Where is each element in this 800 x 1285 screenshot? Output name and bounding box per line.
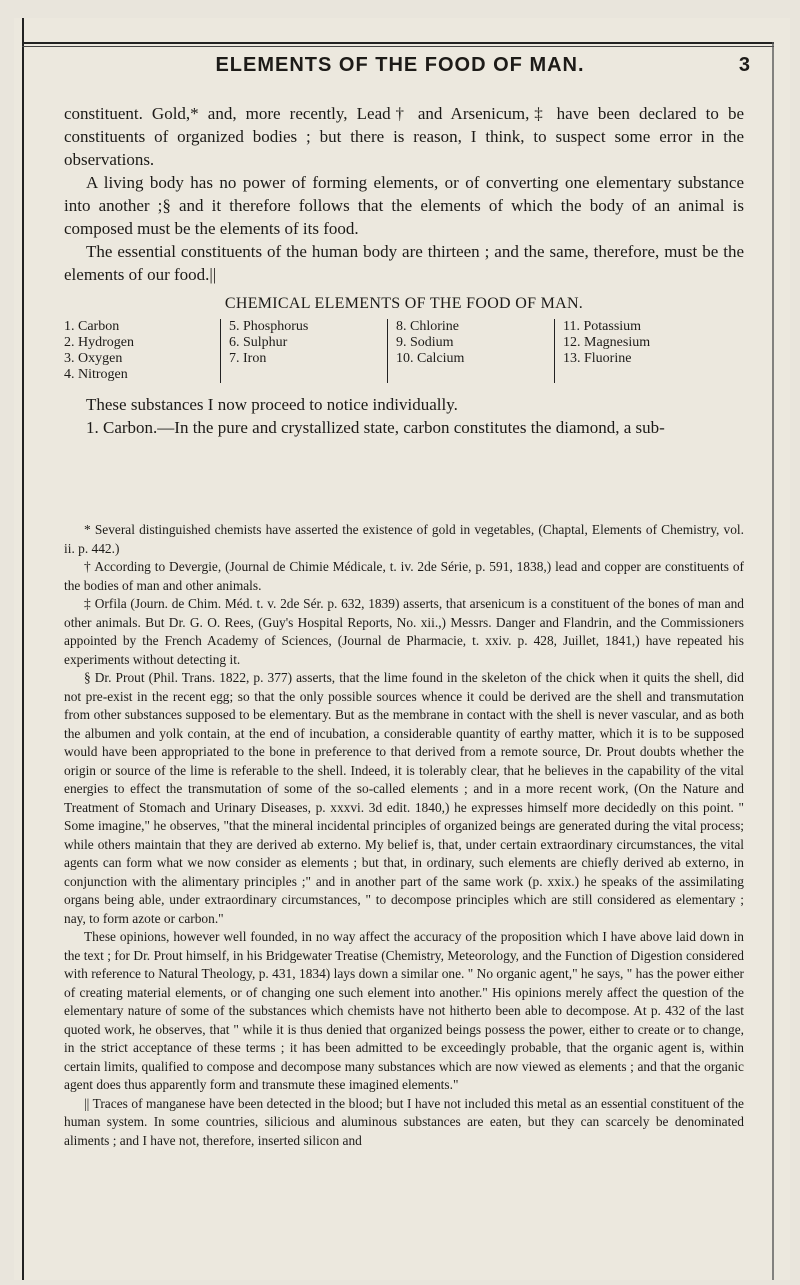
element-item: 9. Sodium: [396, 335, 454, 350]
elements-table-title: CHEMICAL ELEMENTS OF THE FOOD OF MAN.: [224, 295, 584, 312]
elements-column-4: [554, 319, 731, 383]
page-header: [50, 54, 750, 84]
page-border-top-inner: [22, 46, 774, 47]
paragraph-essential-constituents: The essential constituents of the human body are thirteen ; and the same, therefore, must be the elements of our food.||: [64, 242, 744, 284]
element-item: 5. Phosphorus: [229, 319, 309, 334]
footnote-prout: § Dr. Prout (Phil. Trans. 1822, p. 377) asserts, that the lime found in the skeleton of the chick when it quits the shell, did not pre-exist in the recent egg; so that the only possible sources whence it could be derived are the shell and transmutation from other substances supposed to be elementary. But as the membrane in contact with the shell is never vascular, and as both the albumen and yolk contain, at the end of incubation, a considerable quantity of earthy matter, which it is to be supposed would have been appropriated to the bone in preference to that derived from a remote source, Dr. Prout doubts whether the origin or source of the lime is referable to the shell. Indeed, it is tolerably clear, that he believes in the capability of the vital energies to effect the transmutation of some of the so-called elements ; and in a more recent work, (On the Nature and Treatment of Stomach and Urinary Diseases, p. xxxvi. 3d edit. 1840,) he expresses himself more decidedly on this point. " Some imagine," he observes, "that the mineral incidental principles of organized beings are generated during the vital process; while others maintain that they are derived ab externo. My belief is, that, under certain extraordinary circumstances, the vital agents can form what we now consider as elements ; but that, in ordinary, such elements are chiefly derived ab externo, in conjunction with the alimentary principles ;" and in another part of the same work (p. xxix.) he speaks of the assimilating organs being able, under extraordinary circumstances, " to decompose principles which are still considered as elementary ; nay, to form azote or carbon.": [64, 670, 744, 926]
page-border-left: [22, 18, 24, 1280]
footnote-lead: † According to Devergie, (Journal de Chimie Médicale, t. iv. 2de Série, p. 591, 1838,) lead and copper are constituents of the bodies of man and other animals.: [64, 559, 744, 593]
element-item: 13. Fluorine: [563, 351, 632, 366]
page-border-right: [772, 42, 774, 1280]
element-item: 10. Calcium: [396, 351, 465, 366]
elements-column-2: [220, 319, 387, 383]
paragraph-notice: These substances I now proceed to notice individually.: [86, 395, 458, 414]
page-number: 3: [738, 54, 750, 76]
running-head: ELEMENTS OF THE FOOD OF MAN.: [215, 54, 585, 76]
footnote-manganese: || Traces of manganese have been detected in the blood; but I have not included this metal as an essential constituent of the human system. In some countries, silicious and aluminous substances are eaten, but they can scarcely be denominated aliments ; and I have not, therefore, inserted silicon and: [64, 1095, 744, 1148]
element-item: 4. Nitrogen: [64, 367, 128, 382]
element-item: 3. Oxygen: [64, 351, 123, 366]
footnote-gold: * Several distinguished chemists have asserted the existence of gold in vegetables, (Chaptal, Elements of Chemistry, vol. ii. p. 442.): [64, 522, 744, 556]
element-item: 11. Potassium: [563, 319, 642, 334]
elements-column-1: [64, 319, 220, 383]
page-border-top: [22, 42, 774, 44]
footnotes: [64, 521, 744, 1150]
element-item: 8. Chlorine: [396, 319, 459, 334]
element-item: 2. Hydrogen: [64, 335, 134, 350]
paragraph-carbon: 1. Carbon.—In the pure and crystallized state, carbon constitutes the diamond, a sub-: [86, 418, 665, 437]
elements-table: [64, 319, 744, 383]
paragraph-living-body: A living body has no power of forming elements, or of converting one elementary substance into another ;§ and it therefore follows that the elements of which the body of an animal is composed must be the elements of its food.: [64, 173, 744, 238]
elements-column-3: [387, 319, 554, 383]
element-item: 1. Carbon: [64, 319, 120, 334]
element-item: 12. Magnesium: [563, 335, 651, 350]
main-text: [64, 102, 744, 439]
paragraph-constituent: constituent. Gold,* and, more recently, Lead† and Arsenicum,‡ have been declared to be constituents of organized bodies ; but there is reason, I think, to suspect some error in the observations.: [64, 104, 744, 169]
element-item: 6. Sulphur: [229, 335, 288, 350]
footnote-arsenicum: ‡ Orfila (Journ. de Chim. Méd. t. v. 2de Sér. p. 632, 1839) asserts, that arsenicum is a constituent of the bones of man and other animals. But Dr. G. O. Rees, (Guy's Hospital Reports, No. xii.,) Messrs. Danger and Flandrin, and the Commissioners appointed by the French Academy of Sciences, (Journal de Pharmacie, t. xxiv. p. 428, Juillet, 1841,) have repeated his experiments without detecting it.: [64, 596, 744, 667]
element-item: 7. Iron: [229, 351, 267, 366]
footnote-prout-continued: These opinions, however well founded, in no way affect the accuracy of the proposition which I have above laid down in the text ; for Dr. Prout himself, in his Bridgewater Treatise (Chemistry, Meteorology, and the Function of Digestion considered with reference to Natural Theology, p. 431, 1834) lays down a similar one. " No organic agent," he says, " has the power either of creating material elements, or of changing one such element into another." His opinions merely affect the question of the elementary nature of some of the substances which chemists have not hitherto been able to decompose. At p. 432 of the last quoted work, he observes, that " while it is thus denied that organized beings possess the power, either to create or to change, in the strict acceptance of these terms ; it has been admitted to be exceedingly probable, that the organic agent is, within certain limits, qualified to compose and decompose many substances which are now viewed as elements ; and that the organic agent does thus apparently form and transmute these imagined elements.": [64, 929, 744, 1092]
